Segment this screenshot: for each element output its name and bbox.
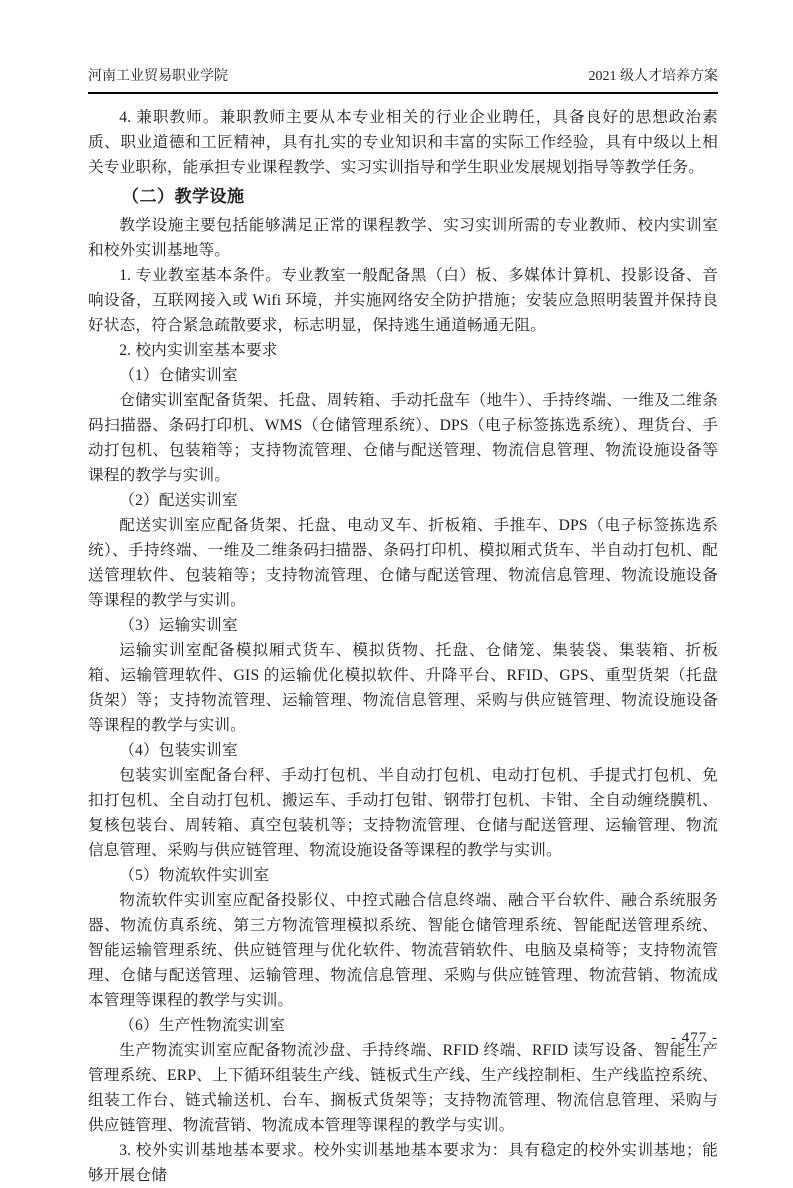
para-distribution-lab: 配送实训室应配备货架、托盘、电动叉车、折板箱、手推车、DPS（电子标签拣选系统）、手持终端、一维及二维条码扫描器、条码打印机、模拟厢式货车、半自动打包机、配送管理软件、包装箱等；支持物流管理、仓储与配送管理、物流信息管理、物流设施设备等课程的教学与实训。 — [88, 517, 718, 609]
subheading-transport-lab: （3）运输实训室 — [119, 617, 238, 634]
para-transport-lab: 运输实训室配备模拟厢式货车、模拟货物、托盘、仓储笼、集装袋、集装箱、折板箱、运输管理软件、GIS 的运输优化模拟软件、升降平台、RFID、GPS、重型货架（托盘货架）等；支持物流管理、运输管理、物流信息管理、采购与供应链管理、物流设施设备等课程的教学与实训。 — [88, 642, 718, 734]
subheading-packaging-lab: （4）包装实训室 — [119, 742, 238, 759]
para-logistics-software-lab: 物流软件实训室应配备投影仪、中控式融合信息终端、融合平台软件、融合系统服务器、物流仿真系统、第三方物流管理模拟系统、智能仓储管理系统、智能配送管理系统、智能运输管理系统、供应链管理与优化软件、物流营销软件、电脑及桌椅等；支持物流管理、仓储与配送管理、运输管理、物流信息管理、采购与供应链管理、物流营销、物流成本管理等课程的教学与实训。 — [88, 892, 718, 1009]
content-column — [88, 0, 718, 1188]
subheading-distribution-lab: （2）配送实训室 — [119, 492, 238, 509]
header-school-name: 河南工业贸易职业学院 — [88, 69, 228, 84]
subheading-production-logistics-lab: （6）生产性物流实训室 — [119, 1017, 286, 1034]
document-body — [88, 94, 718, 1188]
para-production-logistics-lab: 生产物流实训室应配备物流沙盘、手持终端、RFID 终端、RFID 读写设备、智能生产管理系统、ERP、上下循环组装生产线、链板式生产线、生产线控制柜、生产线监控系统、组装工作台、链式输送机、台车、搁板式货架等；支持物流管理、物流信息管理、采购与供应链管理、物流营销、物流成本管理等课程的教学与实训。 — [88, 1042, 718, 1134]
header-doc-title: 2021 级人才培养方案 — [588, 69, 718, 84]
page-header — [88, 0, 718, 94]
subheading-warehouse-lab: （1）仓储实训室 — [119, 367, 238, 384]
para-offcampus-base-requirements: 3. 校外实训基地基本要求。校外实训基地基本要求为：具有稳定的校外实训基地；能够开展仓储 — [88, 1142, 718, 1184]
page-number: - 477 - — [671, 1030, 718, 1046]
subheading-logistics-software-lab: （5）物流软件实训室 — [119, 867, 270, 884]
para-classroom-requirements: 1. 专业教室基本条件。专业教室一般配备黑（白）板、多媒体计算机、投影设备、音响设备，互联网接入或 Wifi 环境，并实施网络安全防护措施；安装应急照明装置并保持良好状态，符合紧急疏散要求，标志明显，保持逃生通道畅通无阻。 — [88, 267, 718, 334]
para-packaging-lab: 包装实训室配备台秤、手动打包机、半自动打包机、电动打包机、手提式打包机、免扣打包机、全自动打包机、搬运车、手动打包钳、钢带打包机、卡钳、全自动缠绕膜机、复核包装台、周转箱、真空包装机等；支持物流管理、仓储与配送管理、运输管理、物流信息管理、采购与供应链管理、物流设施设备等课程的教学与实训。 — [88, 767, 718, 859]
para-warehouse-lab: 仓储实训室配备货架、托盘、周转箱、手动托盘车（地牛）、手持终端、一维及二维条码扫描器、条码打印机、WMS（仓储管理系统）、DPS（电子标签拣选系统）、理货台、手动打包机、包装箱等；支持物流管理、仓储与配送管理、物流信息管理、物流设施设备等课程的教学与实训。 — [88, 392, 718, 484]
para-campus-training-rooms-title: 2. 校内实训室基本要求 — [119, 342, 278, 359]
page-footer — [88, 1028, 718, 1048]
heading-teaching-facilities: （二）教学设施 — [122, 187, 245, 206]
para-facilities-overview: 教学设施主要包括能够满足正常的课程教学、实习实训所需的专业教师、校内实训室和校外实训基地等。 — [88, 217, 718, 259]
para-part-time-teachers: 4. 兼职教师。兼职教师主要从本专业相关的行业企业聘任，具备良好的思想政治素质、职业道德和工匠精神，具有扎实的专业知识和丰富的实际工作经验，具有中级以上相关专业职称，能承担专业课程教学、实习实训指导和学生职业发展规划指导等教学任务。 — [88, 109, 718, 176]
